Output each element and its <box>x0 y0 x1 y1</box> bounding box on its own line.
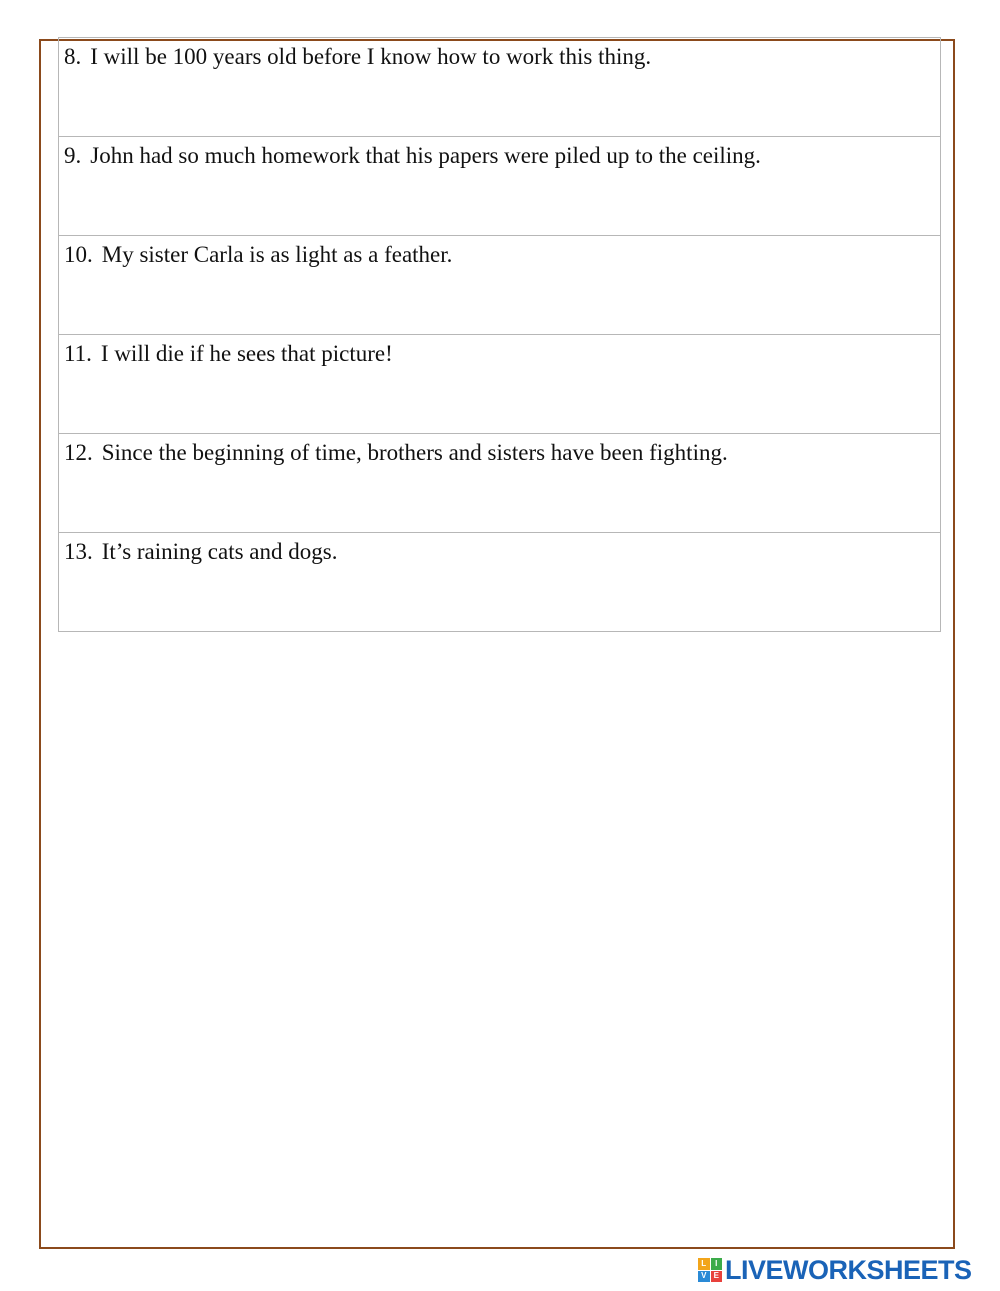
sentence-text: John had so much homework that his papers were piled up to the ceiling. <box>90 143 761 168</box>
table-row <box>59 533 941 632</box>
table-row <box>59 137 941 236</box>
logo-mark-icon <box>698 1258 722 1282</box>
logo-mark-tile: E <box>711 1271 723 1283</box>
sentence-cell <box>59 533 941 632</box>
sentence-number: 11. <box>64 341 92 366</box>
sentence-number: 10. <box>64 242 93 267</box>
sentence-number: 8. <box>64 44 82 69</box>
sentence-text: I will be 100 years old before I know how to work this thing. <box>90 44 652 69</box>
sentence-number: 9. <box>64 143 82 168</box>
table-row <box>59 335 941 434</box>
sentence-cell <box>59 137 941 236</box>
brand-name: LIVEWORKSHEETS <box>725 1254 972 1285</box>
sentence-number: 12. <box>64 440 93 465</box>
sentence-text: It’s raining cats and dogs. <box>101 539 338 564</box>
logo-mark-tile: L <box>698 1258 710 1270</box>
sentence-cell <box>59 335 941 434</box>
table-row <box>59 434 941 533</box>
sentence-text: My sister Carla is as light as a feather. <box>101 242 453 267</box>
logo-mark-tile: V <box>698 1271 710 1283</box>
sentence-cell <box>59 236 941 335</box>
table-row <box>59 236 941 335</box>
sentence-cell <box>59 434 941 533</box>
liveworksheets-logo[interactable] <box>698 1255 994 1285</box>
sentence-cell <box>59 38 941 137</box>
sentence-text: I will die if he sees that picture! <box>100 341 393 366</box>
sentence-number: 13. <box>64 539 93 564</box>
table-row <box>59 38 941 137</box>
logo-mark-tile: I <box>711 1258 723 1270</box>
sentence-table <box>58 37 941 632</box>
sentence-text: Since the beginning of time, brothers and sisters have been fighting. <box>101 440 728 465</box>
